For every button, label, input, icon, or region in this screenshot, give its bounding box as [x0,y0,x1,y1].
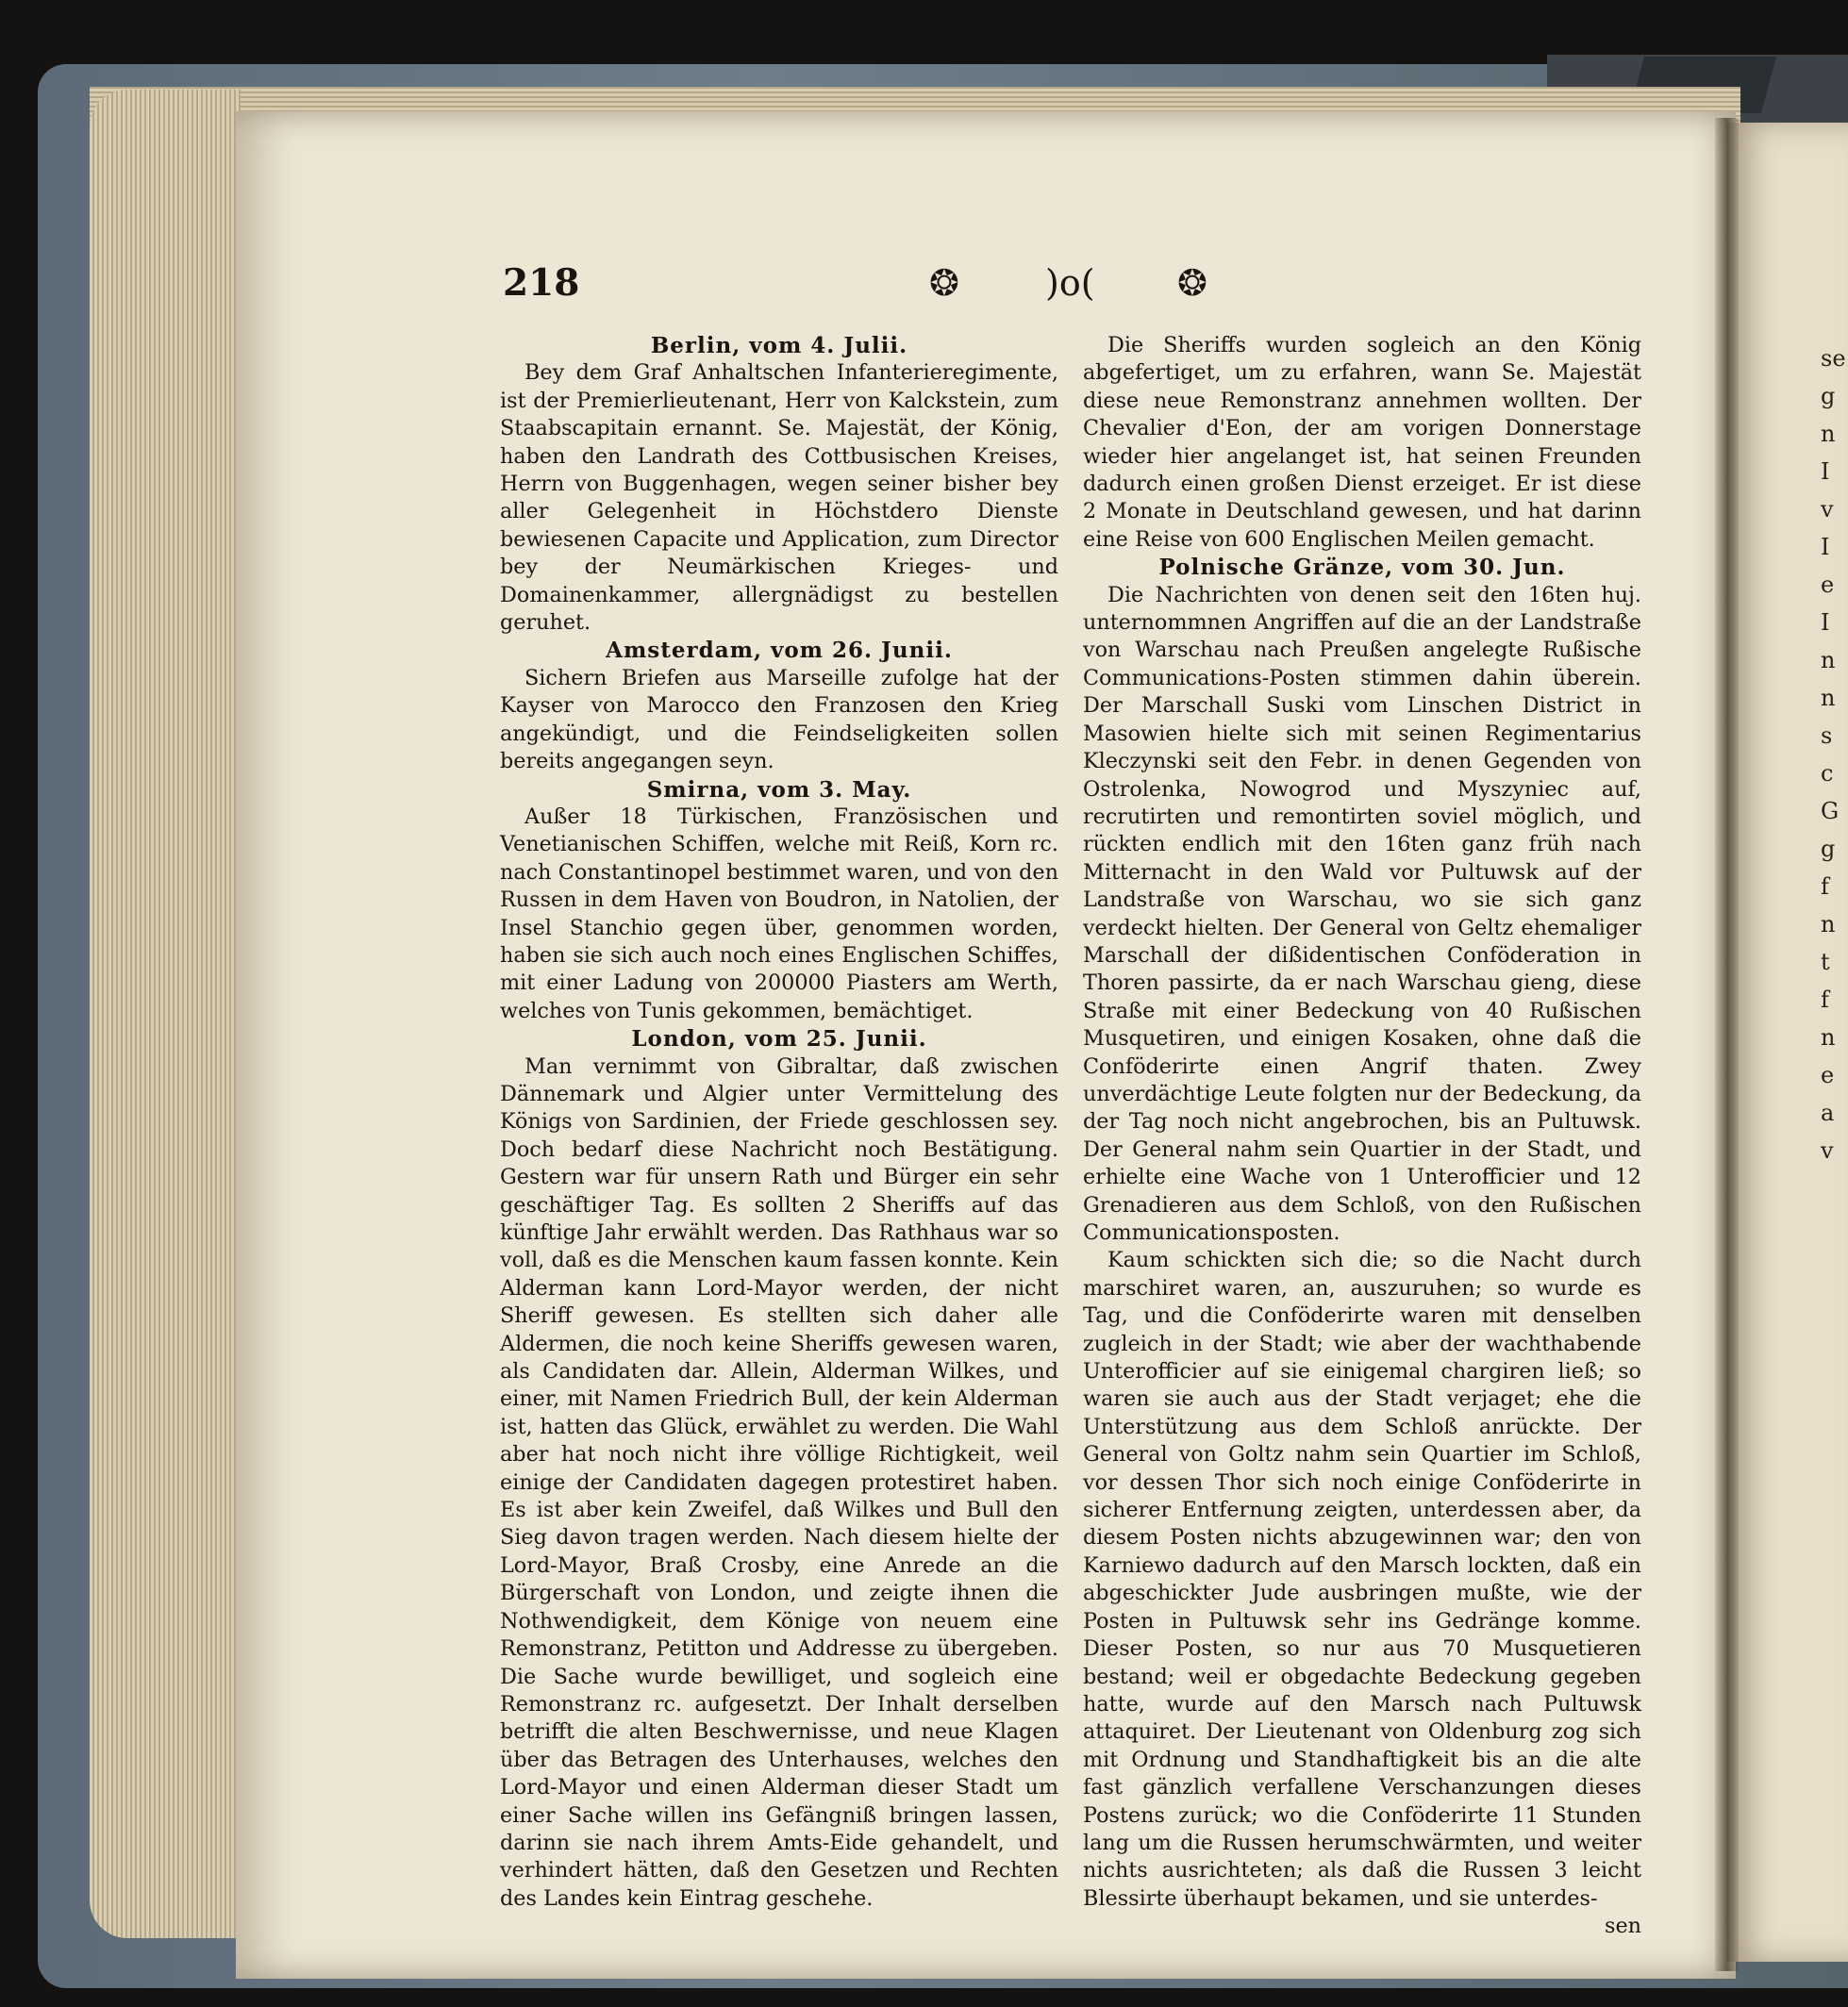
dateline-heading: Berlin, vom 4. Julii. [650,333,908,358]
next-page-letter: n [1821,421,1836,447]
ornament-left: ❂ [929,262,959,304]
next-page-letter: n [1821,911,1836,937]
next-page-letter: I [1821,458,1830,485]
next-page-letter: I [1821,609,1830,636]
ornament-center: )o( [1045,262,1095,304]
next-page-letter: f [1821,873,1829,900]
dateline-heading: Polnische Gränze, vom 30. Jun. [1158,555,1566,581]
next-page-letter: n [1821,647,1836,673]
next-page-letter: se [1821,345,1846,372]
next-page-letter: t [1821,949,1830,975]
article-paragraph: Die Nachrichten von denen seit den 16ten huj. unternommnen Angriffen auf die an der Landstraße von Warschau nach Preußen angelegte Rußische Communications-Posten stimmen dahin überein. Der Marschall Suski vom Linschen District in Masowien hielte sich mit seinen Regimentarius Kleczynski seit den Febr. in denen Gegenden von Ostrolenka, Nowogrod und Myszyniec auf, recrutirten und remontirten soviel möglich, und rückten endlich mit den 16ten ganz früh nach Mitternacht in den Wald vor Pultuwsk auf der Landstraße von Warschau, wo sie sich ganz verdeckt hielten. Der General von Geltz ehemaliger Marschall der dißidentischen Conföderation in Thoren passirte, da er nach Warschau gieng, diese Straße mit einer Bedeckung von 40 Rußischen Musquetiren, und einigen Kosaken, ohne daß die Conföderirte einen Angrif thaten. Zwey unverdächtige Leute folgten nur der Bedeckung, da der Tag noch nicht angebrochen, bis an Pultuwsk. Der General nahm sein Quartier in der Stadt, und erhielte eine Wache von 1 Unterofficier und 12 Grenadieren aus dem Schloß, von den Rußischen Communicationsposten. [1083,582,1641,1245]
dateline-heading: Amsterdam, vom 26. Junii. [606,638,953,664]
article-paragraph: Die Sheriffs wurden sogleich an den König abgefertiget, um zu erfahren, wann Se. Majestät diese neue Remonstranz annehmen wollten. Der Chevalier d'Eon, der am vorigen Donnerstage wieder hier angelanget ist, hat seinen Freunden dadurch einen großen Dienst erzeiget. Er ist diese 2 Monate in Deutschland gewesen, und hat darinn eine Reise von 600 Englischen Meilen gemacht. [1083,333,1641,552]
article-paragraph: Bey dem Graf Anhaltschen Infanterieregimente, ist der Premierlieutenant, Herr von Kalckstein, zum Staabscapitain ernannt. Se. Majestät, der König, haben den Landrath des Cottbusischen Kreises, Herrn von Buggenhagen, wegen seiner bisher bey aller Gelegenheit in Höchstdero Dienste bewiesenen Capacite und Application, zum Director bey der Neumärkischen Krieges- und Domainenkammer, allergnädigst zu bestellen geruhet. [500,360,1058,636]
next-page-letter: s [1821,722,1833,749]
next-page-letter: v [1821,496,1834,522]
article-paragraph: Kaum schickten sich die; so die Nacht durch marschiret waren, an, auszuruhen; so wurde es Tag, und die Conföderirte waren mit denselben zugleich in der Stadt; wie aber der wachthabende Unterofficier auf sie einigemal chargiren ließ; so waren sie auch aus der Stadt verjaget; ehe die Unterstützung aus dem Schloß anrückte. Der General von Goltz nahm sein Quartier im Schloß, vor dessen Thor sich noch einige Conföderirte in sicherer Entfernung zeigten, unterdessen aber, da diesem Posten nichts abzugewinnen war; den von Karniewo dadurch auf den Marsch lockten, daß ein abgeschickter Jude ausbringen mußte, wie der Posten in Pultuwsk sehr ins Gedränge komme. Dieser Posten, so nur aus 70 Musquetieren bestand; weil er obgedachte Bedeckung gegeben hatte, wurde auf den Marsch nach Pultuwsk attaquiret. Der Lieutenant von Oldenburg zog sich mit Ordnung und Standhaftigkeit bis an die alte fast gänzlich verfallene Verschanzungen dieses Postens zurück; wo die Conföderirte 11 Stunden lang um die Russen herumschwärmten, und weiter nichts ausrichteten; als daß die Russen 3 leicht Blessirte überhaupt bekamen, und sie unterdes- [1083,1248,1641,1911]
article-paragraph: Sichern Briefen aus Marseille zufolge hat der Kayser von Marocco den Franzosen den Krieg angekündigt, und die Feindseligkeiten sollen bereits angegangen seyn. [500,665,1058,774]
right-column [1083,332,1641,1941]
page-number: 218 [503,261,580,305]
next-page-letter: a [1821,1100,1835,1126]
next-page-letter: n [1821,685,1836,711]
dateline-heading: London, vom 25. Junii. [631,1026,927,1053]
next-page-letter: e [1821,1062,1835,1088]
article-paragraph: Außer 18 Türkischen, Französischen und Venetianischen Schiffen, welche mit Reiß, Korn rc. nach Constantinopel bestimmet waren, und von den Russen in dem Haven von Boudron, in Natolien, der Insel Stanchio gegen über, genommen worden, haben sie sich auch noch eines Englischen Schiffes, mit einer Ladung von 200000 Piasters am Werth, welches von Tunis gekommen, bemächtiget. [500,804,1058,1023]
dateline-heading: Smirna, vom 3. May. [646,776,912,803]
next-page-fragment [1821,340,1848,1169]
next-page-letter: f [1821,987,1829,1013]
next-page-letter: c [1821,760,1834,787]
next-page-letter: g [1821,383,1836,409]
left-column [500,332,1058,1913]
next-page-letter: v [1821,1137,1834,1164]
next-page-letter: g [1821,836,1836,862]
next-page-letter: G [1821,798,1840,824]
catchword: sen [1605,1914,1641,1939]
article-paragraph: Man vernimmt von Gibraltar, daß zwischen Dännemark und Algier unter Vermittelung des Königs von Sardinien, der Friede geschlossen sey. Doch bedarf diese Nachricht noch Bestätigung. Gestern war für unsern Rath und Bürger ein sehr geschäftiger Tag. Es sollten 2 Sheriffs auf das künftige Jahr erwählt werden. Das Rathhaus war so voll, daß es die Menschen kaum fassen konnte. Kein Alderman kann Lord-Mayor werden, der nicht Sheriff gewesen. Es stellten sich daher alle Aldermen, die noch keine Sheriffs gewesen waren, als Candidaten dar. Allein, Alderman Wilkes, und einer, mit Namen Friedrich Bull, der kein Alderman ist, hatten das Glück, erwählet zu werden. Die Wahl aber hat noch nicht ihre völlige Richtigkeit, weil einige der Candidaten dagegen protestiret haben. Es ist aber kein Zweifel, daß Wilkes und Bull den Sieg davon tragen werden. Nach diesem hielte der Lord-Mayor, Braß Crosby, eine Anrede an die Bürgerschaft von London, und zeigte ihnen die Nothwendigkeit, dem Könige von neuem eine Remonstranz, Petitton und Addresse zu übergeben. Die Sache wurde bewilliget, und sogleich eine Remonstranz rc. aufgesetzt. Der Inhalt derselben betrifft die alten Beschwernisse, und neue Klagen über das Betragen des Unterhauses, welches den Lord-Mayor und einen Alderman dieser Stadt um einer Sache willen ins Gefängniß bringen lassen, darinn sie nach ihrem Amts-Eide gehandelt, und verhindert hätten, daß den Gesetzen und Rechten des Landes kein Eintrag geschehe. [500,1053,1058,1911]
next-page-letter: I [1821,534,1830,560]
next-page-letter: n [1821,1024,1836,1051]
ornament-right: ❂ [1177,262,1207,304]
next-page-letter: e [1821,572,1835,598]
